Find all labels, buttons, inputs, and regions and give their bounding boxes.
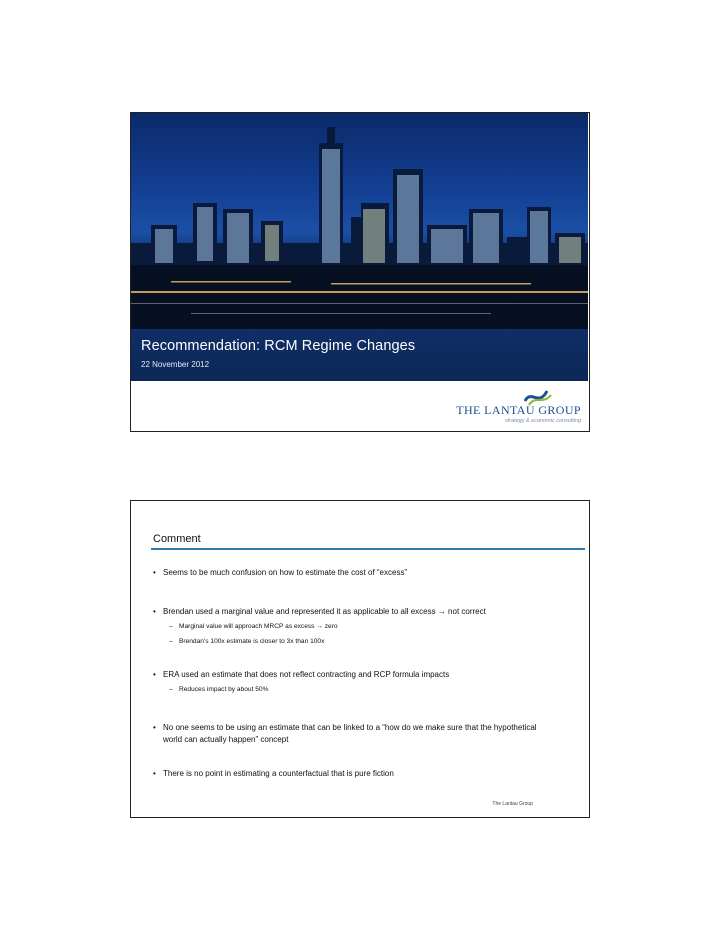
- bullet-dot: •: [153, 568, 156, 577]
- slide-date: 22 November 2012: [141, 360, 210, 369]
- logo-name: THE LANTAU GROUP: [456, 403, 581, 417]
- bullet-dot: •: [153, 670, 156, 679]
- sub-bullet-item: – Marginal value will approach MRCP as excess → zero: [169, 623, 338, 630]
- title-band: [131, 329, 588, 381]
- logo-tagline: strategy & economic consulting: [504, 418, 581, 424]
- comment-slide: [130, 500, 590, 818]
- city-skyline-photo: [131, 113, 588, 329]
- sub-bullet-item: – Brendan’s 100x estimate is closer to 3x than 100x: [169, 638, 325, 645]
- bullet-dot: •: [153, 607, 156, 616]
- company-logo: [431, 385, 581, 429]
- slide-footer: The Lantau Group: [492, 801, 533, 807]
- title-slide: [130, 112, 590, 432]
- slide-heading: Comment: [153, 533, 201, 545]
- bullet-dot: •: [153, 769, 156, 778]
- sub-bullet-item: – Reduces impact by about 50%: [169, 686, 269, 693]
- slide-title: Recommendation: RCM Regime Changes: [141, 338, 416, 354]
- bullet-item: • There is no point in estimating a counterfactual that is pure fiction: [153, 769, 394, 778]
- bullet-dot: •: [153, 723, 156, 732]
- bullet-item: • No one seems to be using an estimate that can be linked to a “how do we make sure that the hypothetical world can actually happen” concept: [153, 723, 537, 744]
- bullet-item: • ERA used an estimate that does not reflect contracting and RCP formula impacts: [153, 670, 450, 679]
- heading-rule: [151, 548, 585, 550]
- bullet-item: • Brendan used a marginal value and represented it as applicable to all excess → not correct: [153, 607, 486, 616]
- bullet-item: • Seems to be much confusion on how to estimate the cost of “excess”: [153, 568, 408, 577]
